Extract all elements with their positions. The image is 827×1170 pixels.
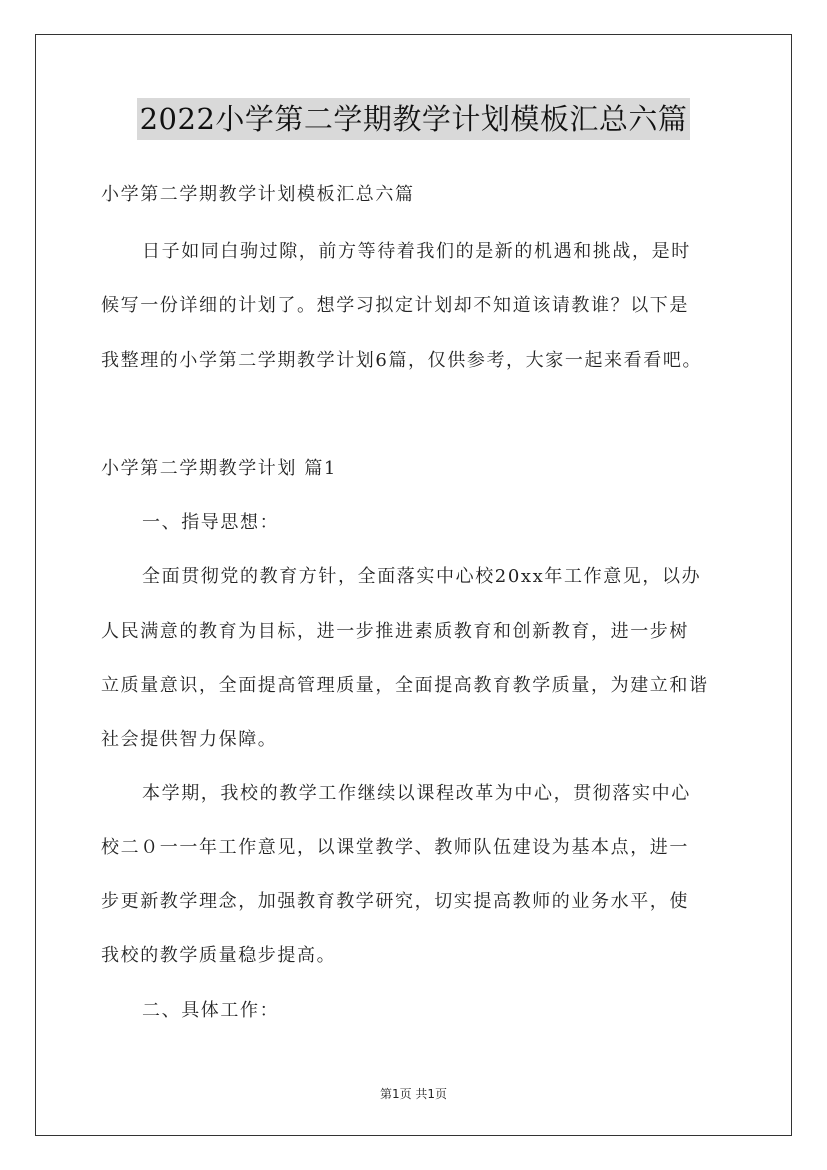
document-subtitle: 小学第二学期教学计划模板汇总六篇	[101, 184, 415, 205]
para1-line-2: 人民满意的教育为目标，进一步推进素质教育和创新教育，进一步树	[101, 621, 689, 642]
para2-line-4: 我校的教学质量稳步提高。	[101, 945, 337, 966]
para2-line-1: 本学期，我校的教学工作继续以课程改革为中心，贯彻落实中心	[142, 783, 691, 804]
part2-heading: 二、具体工作：	[142, 1000, 280, 1021]
intro-line-1: 日子如同白驹过隙，前方等待着我们的是新的机遇和挑战，是时	[142, 241, 691, 262]
part1-heading: 一、指导思想：	[142, 512, 280, 533]
title-container	[0, 98, 827, 140]
intro-line-2: 候写一份详细的计划了。想学习拟定计划却不知道该请教谁？以下是	[101, 295, 689, 316]
para1-line-1: 全面贯彻党的教育方针，全面落实中心校20xx年工作意见，以办	[142, 566, 702, 587]
document-title: 2022小学第二学期教学计划模板汇总六篇	[137, 98, 691, 140]
para2-line-3: 步更新教学理念，加强教育教学研究，切实提高教师的业务水平，使	[101, 891, 689, 912]
section-heading: 小学第二学期教学计划 篇1	[101, 458, 337, 479]
page-footer: 第1页 共1页	[379, 1087, 448, 1101]
para2-line-2: 校二０一一年工作意见，以课堂教学、教师队伍建设为基本点，进一	[101, 837, 689, 858]
intro-line-3: 我整理的小学第二学期教学计划6篇，仅供参考，大家一起来看看吧。	[101, 350, 703, 371]
para1-line-3: 立质量意识，全面提高管理质量，全面提高教育教学质量，为建立和谐	[101, 675, 709, 696]
para1-line-4: 社会提供智力保障。	[101, 729, 278, 750]
